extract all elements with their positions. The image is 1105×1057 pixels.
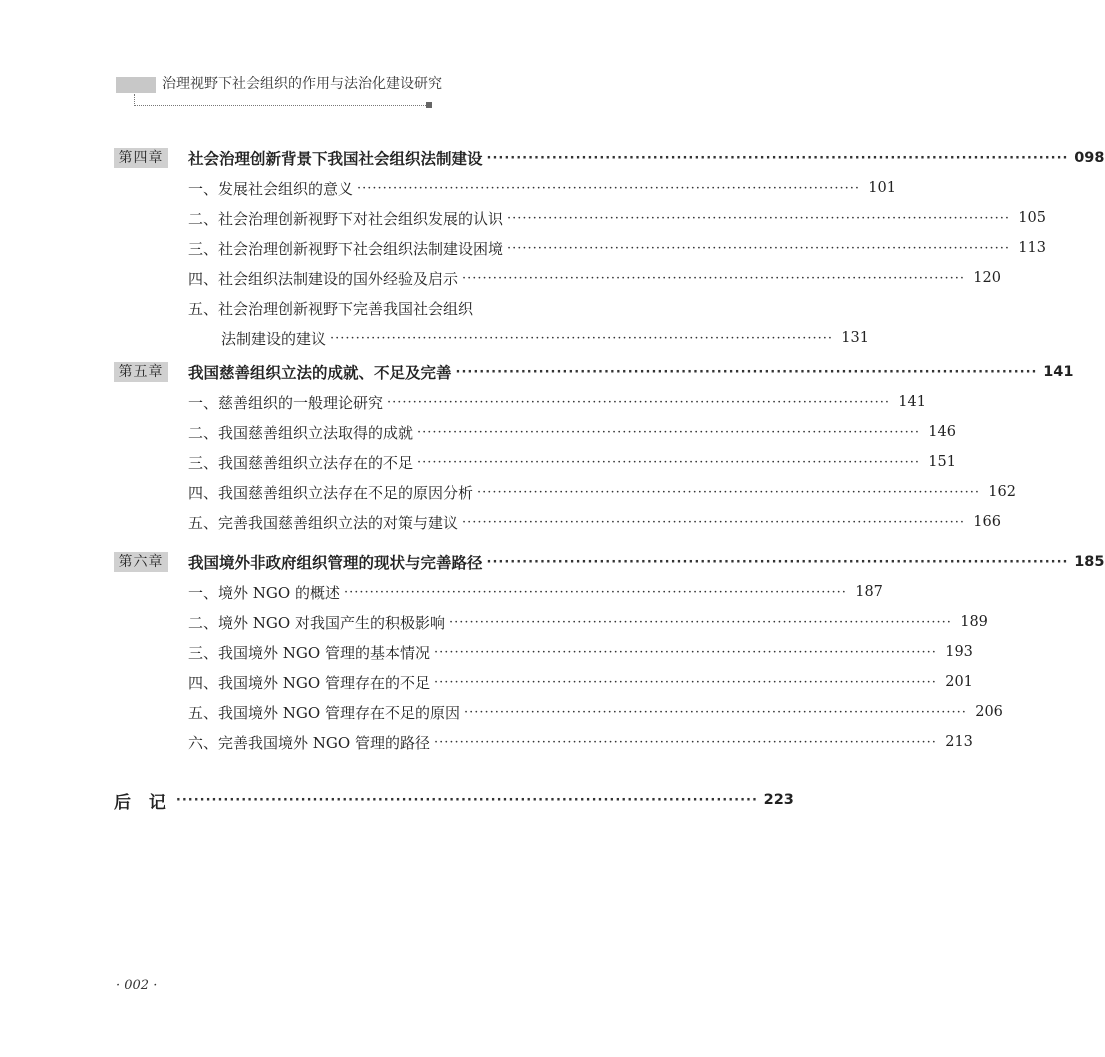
- section-entry-page: 162: [988, 484, 1016, 500]
- section-entry-title: 二、境外 NGO 对我国产生的积极影响: [188, 613, 445, 632]
- chapter-label: 第四章: [114, 148, 168, 168]
- chapter-entry-title: 我国慈善组织立法的成就、不足及完善: [188, 364, 452, 382]
- leader-dots: ··································································································: [486, 554, 1069, 570]
- section-entry[interactable]: [188, 728, 973, 756]
- section-entry[interactable]: [188, 698, 1003, 726]
- leader-dots: ··································································································: [417, 454, 920, 470]
- leader-dots: ··································································································: [463, 704, 967, 720]
- chapter-entry-page: 141: [1043, 364, 1074, 380]
- chapter-label: 第六章: [114, 552, 168, 572]
- section-entry[interactable]: [188, 264, 1001, 292]
- chapter-label: 第五章: [114, 362, 168, 382]
- section-entry[interactable]: [188, 508, 1001, 536]
- leader-dots: ··································································································: [448, 614, 952, 630]
- section-entry-page: 146: [928, 424, 956, 440]
- leader-dots: ··································································································: [357, 180, 860, 196]
- section-entry[interactable]: [188, 608, 988, 636]
- section-entry-title: 二、我国慈善组织立法取得的成就: [188, 423, 414, 442]
- chapter-entry[interactable]: [188, 358, 1074, 386]
- section-entry[interactable]: [188, 388, 926, 416]
- chapter-entry-title: 社会治理创新背景下我国社会组织法制建设: [188, 150, 483, 168]
- chapter-entry[interactable]: [188, 144, 1105, 172]
- section-entry-page: 206: [975, 704, 1003, 720]
- section-entry[interactable]: [188, 478, 1016, 506]
- leader-dots: ··································································································: [433, 734, 937, 750]
- section-entry-page: 101: [868, 180, 896, 196]
- leader-dots: ··································································································: [343, 584, 847, 600]
- chapter-entry-page: 185: [1074, 554, 1105, 570]
- section-entry[interactable]: [188, 294, 606, 322]
- afterword-entry[interactable]: [114, 786, 794, 814]
- leader-dots: ··································································································: [387, 394, 890, 410]
- section-entry[interactable]: [188, 668, 973, 696]
- section-entry-title: 五、完善我国慈善组织立法的对策与建议: [188, 513, 459, 532]
- leader-dots: ··································································································: [486, 150, 1069, 166]
- section-entry[interactable]: [188, 578, 883, 606]
- section-entry-page: 141: [898, 394, 926, 410]
- section-entry-continued-title: 法制建设的建议: [221, 329, 327, 348]
- section-entry[interactable]: [188, 204, 1046, 232]
- section-entry-page: 193: [945, 644, 973, 660]
- section-entry-page: 105: [1018, 210, 1046, 226]
- leader-dots: ··································································································: [417, 424, 920, 440]
- section-entry-title: 二、社会治理创新视野下对社会组织发展的认识: [188, 209, 504, 228]
- section-entry-title: 六、完善我国境外 NGO 管理的路径: [188, 733, 430, 752]
- leader-dots: ··································································································: [477, 484, 980, 500]
- leader-dots: ··································································································: [462, 514, 965, 530]
- section-entry[interactable]: [188, 234, 1046, 262]
- afterword-entry-page: 223: [763, 792, 794, 808]
- leader-dots: ··································································································: [455, 364, 1038, 380]
- page-number: · 002 ·: [116, 978, 158, 993]
- section-entry-continued-page: 131: [841, 330, 869, 346]
- section-entry-page: 189: [960, 614, 988, 630]
- section-entry-page: 151: [928, 454, 956, 470]
- section-entry-page: 213: [945, 734, 973, 750]
- section-entry-page: 120: [973, 270, 1001, 286]
- chapter-entry-title: 我国境外非政府组织管理的现状与完善路径: [188, 554, 483, 572]
- section-entry-title: 三、社会治理创新视野下社会组织法制建设困境: [188, 239, 504, 258]
- section-entry-title: 四、我国境外 NGO 管理存在的不足: [188, 673, 430, 692]
- afterword-entry-title: 后 记: [114, 792, 172, 813]
- section-entry-title: 一、发展社会组织的意义: [188, 179, 354, 198]
- section-entry[interactable]: [188, 638, 973, 666]
- section-entry-title: 三、我国境外 NGO 管理的基本情况: [188, 643, 430, 662]
- section-entry-page: 187: [855, 584, 883, 600]
- section-entry[interactable]: [188, 418, 956, 446]
- leader-dots: ··································································································: [175, 792, 758, 808]
- section-entry-title: 四、我国慈善组织立法存在不足的原因分析: [188, 483, 474, 502]
- chapter-entry[interactable]: [188, 548, 1105, 576]
- section-entry-title: 一、慈善组织的一般理论研究: [188, 393, 384, 412]
- chapter-entry-page: 098: [1074, 150, 1105, 166]
- section-entry-page: 166: [973, 514, 1001, 530]
- section-entry-title: 三、我国慈善组织立法存在的不足: [188, 453, 414, 472]
- running-title: 治理视野下社会组织的作用与法治化建设研究: [162, 76, 442, 92]
- section-entry[interactable]: [188, 448, 956, 476]
- section-entry-continued[interactable]: [221, 324, 869, 352]
- section-entry-page: 113: [1018, 240, 1046, 256]
- section-entry-title: 一、境外 NGO 的概述: [188, 583, 340, 602]
- leader-dots: ··································································································: [507, 240, 1010, 256]
- section-entry-title: 五、我国境外 NGO 管理存在不足的原因: [188, 703, 460, 722]
- leader-dots: ··································································································: [507, 210, 1010, 226]
- section-entry-title: 四、社会组织法制建设的国外经验及启示: [188, 269, 459, 288]
- section-entry-page: 201: [945, 674, 973, 690]
- section-entry[interactable]: [188, 174, 896, 202]
- leader-dots: ··································································································: [433, 644, 937, 660]
- leader-dots: ··································································································: [462, 270, 965, 286]
- leader-dots: ··································································································: [433, 674, 937, 690]
- section-entry-title: 五、社会治理创新视野下完善我国社会组织: [188, 299, 474, 318]
- leader-dots: ··································································································: [330, 330, 833, 346]
